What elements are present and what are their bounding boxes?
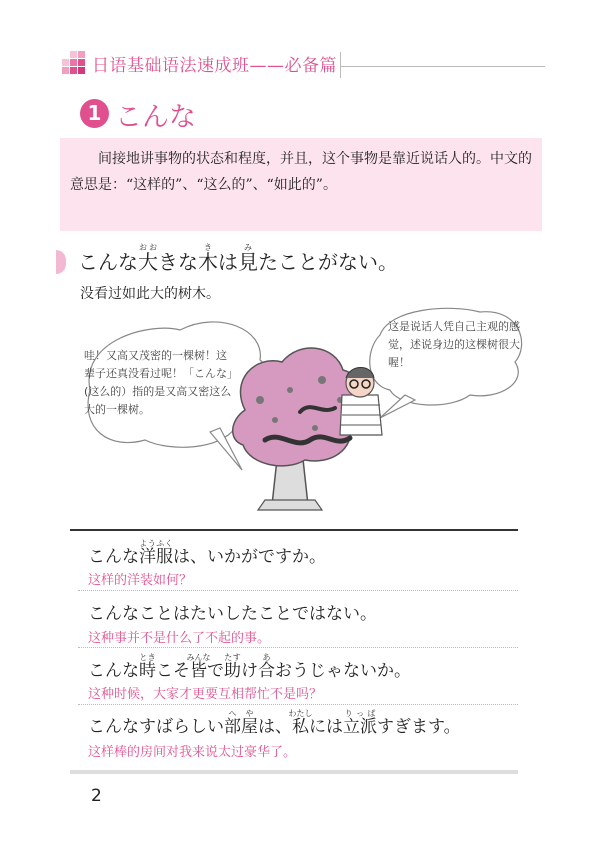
- sentence-jp: こんな時ときこそ皆みんなで助たすけ合あおうじゃないか。: [88, 653, 411, 681]
- right-bubble-tail: [380, 395, 415, 418]
- right-bubble-text: 这是说话人凭自己主观的感觉，述说身边的这棵树很大喔！: [388, 320, 520, 369]
- left-bubble-text: 哇！又高又茂密的一棵树！这辈子还真没看过呢！「こんな」(这么的）指的是又高又密这么大的一棵树。: [84, 349, 233, 416]
- header-divider: [340, 52, 341, 78]
- header-title: 日语基础语法速成班——必备篇: [92, 56, 337, 76]
- row-divider: [78, 590, 518, 591]
- logo-square: [70, 59, 77, 66]
- sentence-jp: こんなすばらしい部屋へやは、私わたしには立派りっぱすぎます。: [88, 709, 461, 737]
- sentence-jp: こんなことはたいしたことではない。: [88, 604, 377, 624]
- example-translation: 没看过如此大的树木。: [80, 286, 220, 302]
- sentence-cn: 这种事并不是什么了不起的事。: [88, 631, 271, 646]
- logo-square: [78, 51, 85, 58]
- header-rule: [340, 66, 545, 67]
- logo-square: [70, 51, 77, 58]
- row-divider: [78, 647, 518, 648]
- example-sentence: こんな大おおきな木きは見みたことがない。: [78, 243, 398, 274]
- logo-square: [70, 67, 77, 74]
- section-title: こんな: [115, 102, 196, 133]
- table-top-rule: [70, 529, 518, 531]
- section-number-badge: 1: [80, 99, 109, 128]
- logo-square: [78, 59, 85, 66]
- logo-square: [78, 67, 85, 74]
- logo-square: [62, 59, 69, 66]
- example-marker: [56, 250, 66, 274]
- sentence-jp: こんな洋服ようふくは、いかがですか。: [88, 539, 326, 567]
- row-divider: [78, 704, 518, 705]
- logo-square: [62, 67, 69, 74]
- page-number: 2: [91, 786, 102, 806]
- description-text: 间接地讲事物的状态和程度，并且，这个事物是靠近说话人的。中文的意思是：“这样的”、“这么的”、“如此的”。: [70, 151, 532, 193]
- table-bottom-rule: [70, 770, 518, 774]
- sentence-cn: 这种时候，大家才更要互相帮忙不是吗？: [88, 687, 323, 702]
- sentence-cn: 这样的洋装如何？: [88, 573, 193, 588]
- sentence-cn: 这样棒的房间对我来说太过豪华了。: [88, 745, 297, 760]
